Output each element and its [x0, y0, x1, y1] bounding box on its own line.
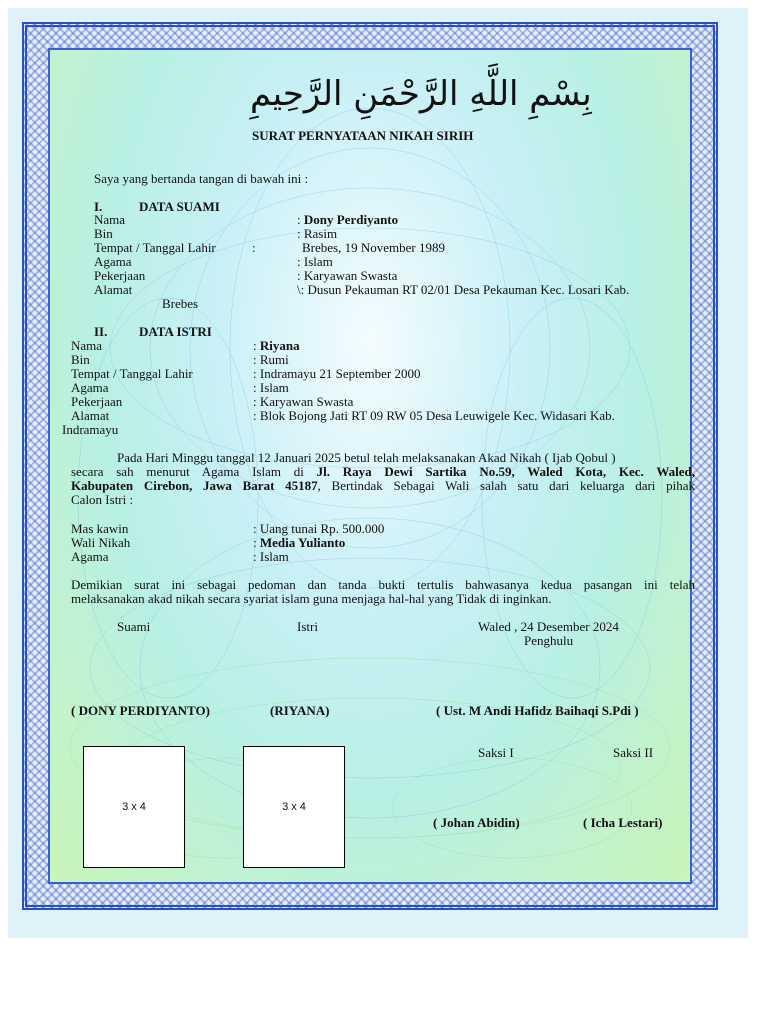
suami-nama-prefix: : [297, 212, 304, 227]
istri-sign-name: (RIYANA) [270, 703, 330, 718]
suami-label-bin: Bin [94, 226, 113, 241]
suami-value-bin: : Rasim [297, 226, 338, 241]
suami-label-agama: Agama [94, 254, 132, 269]
closing-line-2: melaksanakan akad nikah secara syariat islam guna menjaga hal-hal yang Tidak di inginkan. [71, 591, 552, 606]
suami-label-pekerjaan: Pekerjaan [94, 268, 146, 283]
istri-value-alamat: : Blok Bojong Jati RT 09 RW 05 Desa Leuwigele Kec. Widasari Kab. [253, 408, 615, 423]
istri-value-agama: : Islam [253, 380, 289, 395]
istri-nama: Riyana [259, 338, 300, 353]
saksi2-sign-name: ( Icha Lestari) [583, 815, 663, 830]
istri-label-nama: Nama [71, 338, 103, 353]
penghulu-label: Penghulu [524, 633, 574, 648]
istri-value-nama [253, 339, 300, 353]
suami-value-alamat: \: Dusun Pekauman RT 02/01 Desa Pekauman Kec. Losari Kab. [297, 282, 630, 297]
saksi1-label: Saksi I [478, 745, 514, 760]
suami-label-ttl: Tempat / Tanggal Lahir [94, 240, 216, 255]
photo-box-suami [83, 746, 185, 868]
basmalah-calligraphy: بِسْمِ اللَّهِ الرَّحْمَنِ الرَّحِيمِ [250, 74, 592, 114]
suami-sign-label: Suami [117, 619, 151, 634]
akad-text-3: , Bertindak Sebagai Wali salah satu dari keluarga dari pihak [317, 478, 695, 493]
istri-label-ttl: Tempat / Tanggal Lahir [71, 366, 193, 381]
wali-prefix: : [253, 535, 260, 550]
akad-line-4: Calon Istri : [71, 492, 134, 507]
istri-value-alamat-cont: Indramayu [62, 422, 119, 437]
akad-text-2: secara sah menurut Agama Islam di [71, 464, 317, 479]
saksi1-sign-name: ( Johan Abidin) [433, 815, 520, 830]
penghulu-sign-name: ( Ust. M Andi Hafidz Baihaqi S.Pdi ) [436, 703, 639, 718]
akad-line-2 [71, 465, 695, 479]
value-agama: : Islam [253, 549, 289, 564]
section-heading-suami: DATA SUAMI [139, 199, 220, 214]
saksi2-label: Saksi II [613, 745, 654, 760]
suami-value-nama [297, 213, 398, 227]
section-heading-istri: DATA ISTRI [139, 324, 212, 339]
istri-value-bin: : Rumi [253, 352, 289, 367]
suami-sign-name: ( DONY PERDIYANTO) [71, 703, 210, 718]
label-mas-kawin: Mas kawin [71, 521, 129, 536]
suami-label-alamat: Alamat [94, 282, 133, 297]
istri-label-alamat: Alamat [71, 408, 110, 423]
istri-value-pekerjaan: : Karyawan Swasta [253, 394, 354, 409]
value-wali-nikah [253, 536, 345, 550]
suami-value-ttl: Brebes, 19 November 1989 [302, 240, 445, 255]
akad-location-2: Kabupaten Cirebon, Jawa Barat 45187 [71, 478, 318, 493]
suami-nama: Dony Perdiyanto [303, 212, 399, 227]
suami-ttl-colon: : [252, 240, 256, 255]
closing-line-1: Demikian surat ini sebagai pedoman dan tanda bukti tertulis bahwasanya kedua pasangan ini telah [71, 577, 695, 592]
photo-box-istri [243, 746, 345, 868]
suami-value-pekerjaan: : Karyawan Swasta [297, 268, 398, 283]
suami-value-alamat-cont: Brebes [162, 296, 199, 311]
istri-sign-label: Istri [297, 619, 318, 634]
istri-nama-prefix: : [253, 338, 260, 353]
istri-label-bin: Bin [71, 352, 90, 367]
akad-line-3 [71, 479, 695, 493]
istri-label-pekerjaan: Pekerjaan [71, 394, 123, 409]
label-agama: Agama [71, 549, 109, 564]
akad-line-1: Pada Hari Minggu tanggal 12 Januari 2025 betul telah melaksanakan Akad Nikah ( Ijab Qobul ) [117, 450, 616, 465]
suami-label-nama: Nama [94, 212, 126, 227]
suami-value-agama: : Islam [297, 254, 333, 269]
value-mas-kawin: : Uang tunai Rp. 500.000 [253, 521, 385, 536]
akad-location-1: Jl. Raya Dewi Sartika No.59, Waled Kota, Kec. Waled, [316, 464, 695, 479]
document-title: SURAT PERNYATAAN NIKAH SIRIH [252, 128, 474, 143]
istri-value-ttl: : Indramayu 21 September 2000 [253, 366, 421, 381]
place-date: Waled , 24 Desember 2024 [478, 619, 619, 634]
wali-name: Media Yulianto [259, 535, 346, 550]
label-wali-nikah: Wali Nikah [71, 535, 131, 550]
photo-size-label: 3 x 4 [282, 801, 306, 813]
istri-label-agama: Agama [71, 380, 109, 395]
section-number-suami: I. [94, 199, 103, 214]
section-number-istri: II. [94, 324, 108, 339]
intro-text: Saya yang bertanda tangan di bawah ini : [94, 171, 309, 186]
photo-size-label: 3 x 4 [122, 801, 146, 813]
